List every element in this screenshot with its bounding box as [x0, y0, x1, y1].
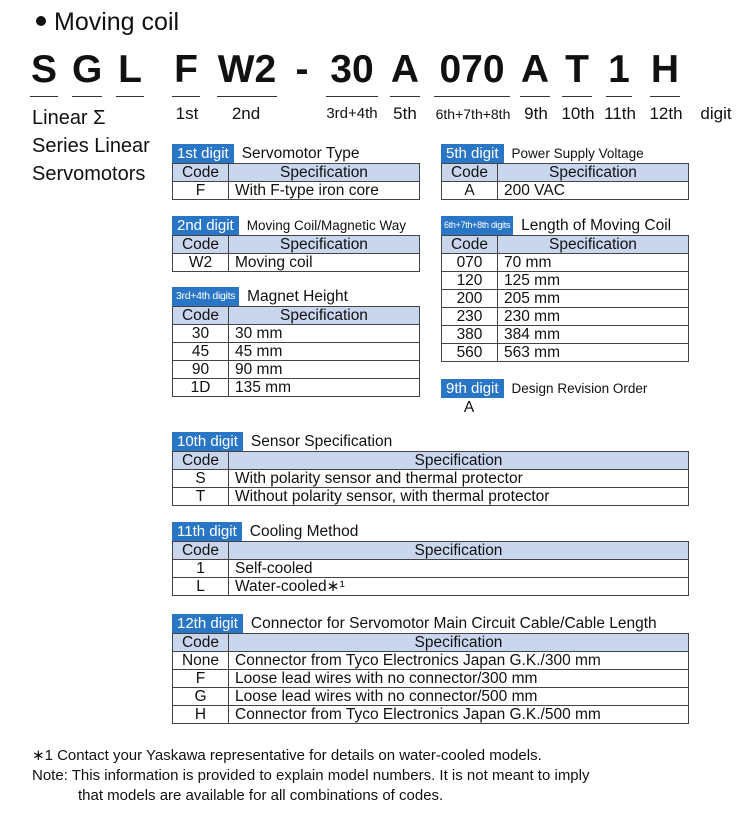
model-char: 30 — [330, 48, 374, 91]
digit-label-digit: digit — [700, 104, 732, 123]
table-6th-7th-8th-digits: Code Specification 070 70 mm 120 125 mm 200 205 mm 230 230 mm 380 384 mm 560 563 mm — [441, 235, 689, 362]
table-3rd-4th-digits: Code Specification 30 30 mm 45 45 mm 90 90 mm 1D 135 mm — [172, 306, 420, 397]
model-char: L — [118, 48, 142, 91]
table-row: S With polarity sensor and thermal protector — [173, 470, 689, 488]
tag-10th-digit: 10th digit — [172, 432, 243, 451]
table-row: 380 384 mm — [442, 326, 689, 344]
digit-label-6th-7th-8th: 6th+7th+8th — [435, 106, 511, 122]
digit-label-10th: 10th — [561, 104, 595, 123]
model-char-underline — [390, 96, 420, 97]
table-row: 230 230 mm — [442, 308, 689, 326]
table-row: 200 205 mm — [442, 290, 689, 308]
note-line-1: Note: This information is provided to explain model numbers. It is not meant to imply — [32, 767, 590, 784]
digit-label-12th: 12th — [649, 104, 683, 123]
block-10th-digit — [172, 432, 689, 506]
table-row: T Without polarity sensor, with thermal protector — [173, 488, 689, 506]
model-char-underline — [30, 96, 58, 97]
model-char-underline — [434, 96, 510, 97]
table-12th-digit: Code Specification None Connector from Tyco Electronics Japan G.K./300 mm F Loose lead wires with no connector/300 mm G Loose lead wires with no connector/500 mm H Connector from Tyco Electronics Japan G.K./500 mm — [172, 633, 689, 724]
note-line-2: that models are available for all combinations of codes. — [78, 787, 444, 804]
title-6th-7th-8th-digits: Length of Moving Coil — [521, 217, 672, 234]
table-row: F With F-type iron core — [173, 182, 420, 200]
model-char-underline — [520, 96, 550, 97]
digit-label-11th: 11th — [604, 104, 636, 123]
tag-9th-digit: 9th digit — [441, 379, 504, 398]
footnote-water-cooled: ∗1 Contact your Yaskawa representative for details on water-cooled models. — [32, 747, 542, 764]
block-1st-digit — [172, 144, 420, 200]
digit-label-3rd-4th: 3rd+4th — [326, 105, 378, 122]
digit-label-1st: 1st — [175, 104, 199, 123]
table-row: G Loose lead wires with no connector/500 mm — [173, 688, 689, 706]
series-title-line2: Series Linear — [32, 135, 150, 157]
table-10th-digit: Code Specification S With polarity sensor and thermal protector T Without polarity sensor, with thermal protector — [172, 451, 689, 506]
table-row: 1 Self-cooled — [173, 560, 689, 578]
model-char-underline — [650, 96, 680, 97]
table-row: H Connector from Tyco Electronics Japan G.K./500 mm — [173, 706, 689, 724]
bullet-icon — [36, 16, 46, 26]
title-12th-digit: Connector for Servomotor Main Circuit Cable/Cable Length — [250, 615, 657, 632]
table-row: 30 30 mm — [173, 325, 420, 343]
title-5th-digit: Power Supply Voltage — [511, 146, 644, 161]
model-char: 1 — [608, 48, 630, 91]
digit-label-9th: 9th — [524, 104, 548, 123]
model-char-underline — [326, 96, 378, 97]
section-heading — [36, 8, 179, 37]
table-row: F Loose lead wires with no connector/300 mm — [173, 670, 689, 688]
model-char: H — [650, 48, 680, 91]
model-char: G — [72, 48, 103, 91]
table-row: A 200 VAC — [442, 182, 689, 200]
tag-12th-digit: 12th digit — [172, 614, 243, 633]
block-6th-7th-8th-digits — [441, 216, 689, 362]
block-2nd-digit — [172, 216, 420, 272]
model-char: - — [295, 48, 309, 91]
table-row: 45 45 mm — [173, 343, 420, 361]
series-title-line1: Linear Σ — [32, 107, 106, 129]
table-row: 070 70 mm — [442, 254, 689, 272]
model-char-underline — [116, 96, 144, 97]
model-char-underline — [172, 96, 200, 97]
digit-label-2nd: 2nd — [231, 104, 261, 123]
title-1st-digit: Servomotor Type — [241, 145, 360, 162]
digit-label-5th: 5th — [393, 104, 417, 123]
table-row: L Water-cooled∗¹ — [173, 578, 689, 596]
model-char: W2 — [217, 48, 277, 91]
block-11th-digit — [172, 522, 689, 596]
model-char: T — [565, 48, 589, 91]
table-row: W2 Moving coil — [173, 254, 420, 272]
tag-3rd-4th-digits: 3rd+4th digits — [172, 287, 239, 306]
title-3rd-4th-digits: Magnet Height — [247, 288, 348, 305]
table-2nd-digit: Code Specification W2 Moving coil — [172, 235, 420, 272]
model-char-underline — [217, 96, 277, 97]
series-title-line3: Servomotors — [32, 163, 146, 185]
tag-1st-digit: 1st digit — [172, 144, 234, 163]
table-row: 560 563 mm — [442, 344, 689, 362]
title-11th-digit: Cooling Method — [249, 523, 359, 540]
model-char: S — [30, 48, 57, 91]
table-row: 90 90 mm — [173, 361, 420, 379]
table-row: None Connector from Tyco Electronics Japan G.K./300 mm — [173, 652, 689, 670]
title-9th-digit: Design Revision Order — [511, 381, 648, 396]
heading-text: Moving coil — [54, 8, 180, 36]
block-3rd-4th-digits — [172, 287, 420, 397]
model-char: F — [174, 48, 198, 91]
table-11th-digit: Code Specification 1 Self-cooled L Water-cooled∗¹ — [172, 541, 689, 596]
tag-11th-digit: 11th digit — [172, 522, 242, 541]
model-char: 070 — [439, 48, 505, 91]
model-char: A — [390, 48, 420, 91]
table-row: 1D 135 mm — [173, 379, 420, 397]
series-title — [32, 104, 150, 188]
code-9th-digit: A — [463, 399, 475, 416]
model-char: A — [520, 48, 550, 91]
model-char-underline — [606, 96, 632, 97]
title-2nd-digit: Moving Coil/Magnetic Way — [246, 218, 407, 233]
block-12th-digit — [172, 614, 689, 724]
tag-2nd-digit: 2nd digit — [172, 216, 239, 235]
table-row: 120 125 mm — [442, 272, 689, 290]
tag-6th-7th-8th-digits: 6th+7th+8th digits — [441, 216, 513, 235]
table-1st-digit: Code Specification F With F-type iron core — [172, 163, 420, 200]
model-char-underline — [562, 96, 592, 97]
tag-5th-digit: 5th digit — [441, 144, 504, 163]
table-5th-digit: Code Specification A 200 VAC — [441, 163, 689, 200]
block-9th-digit — [441, 379, 647, 417]
block-5th-digit — [441, 144, 689, 200]
title-10th-digit: Sensor Specification — [250, 433, 393, 450]
model-char-underline — [72, 96, 102, 97]
